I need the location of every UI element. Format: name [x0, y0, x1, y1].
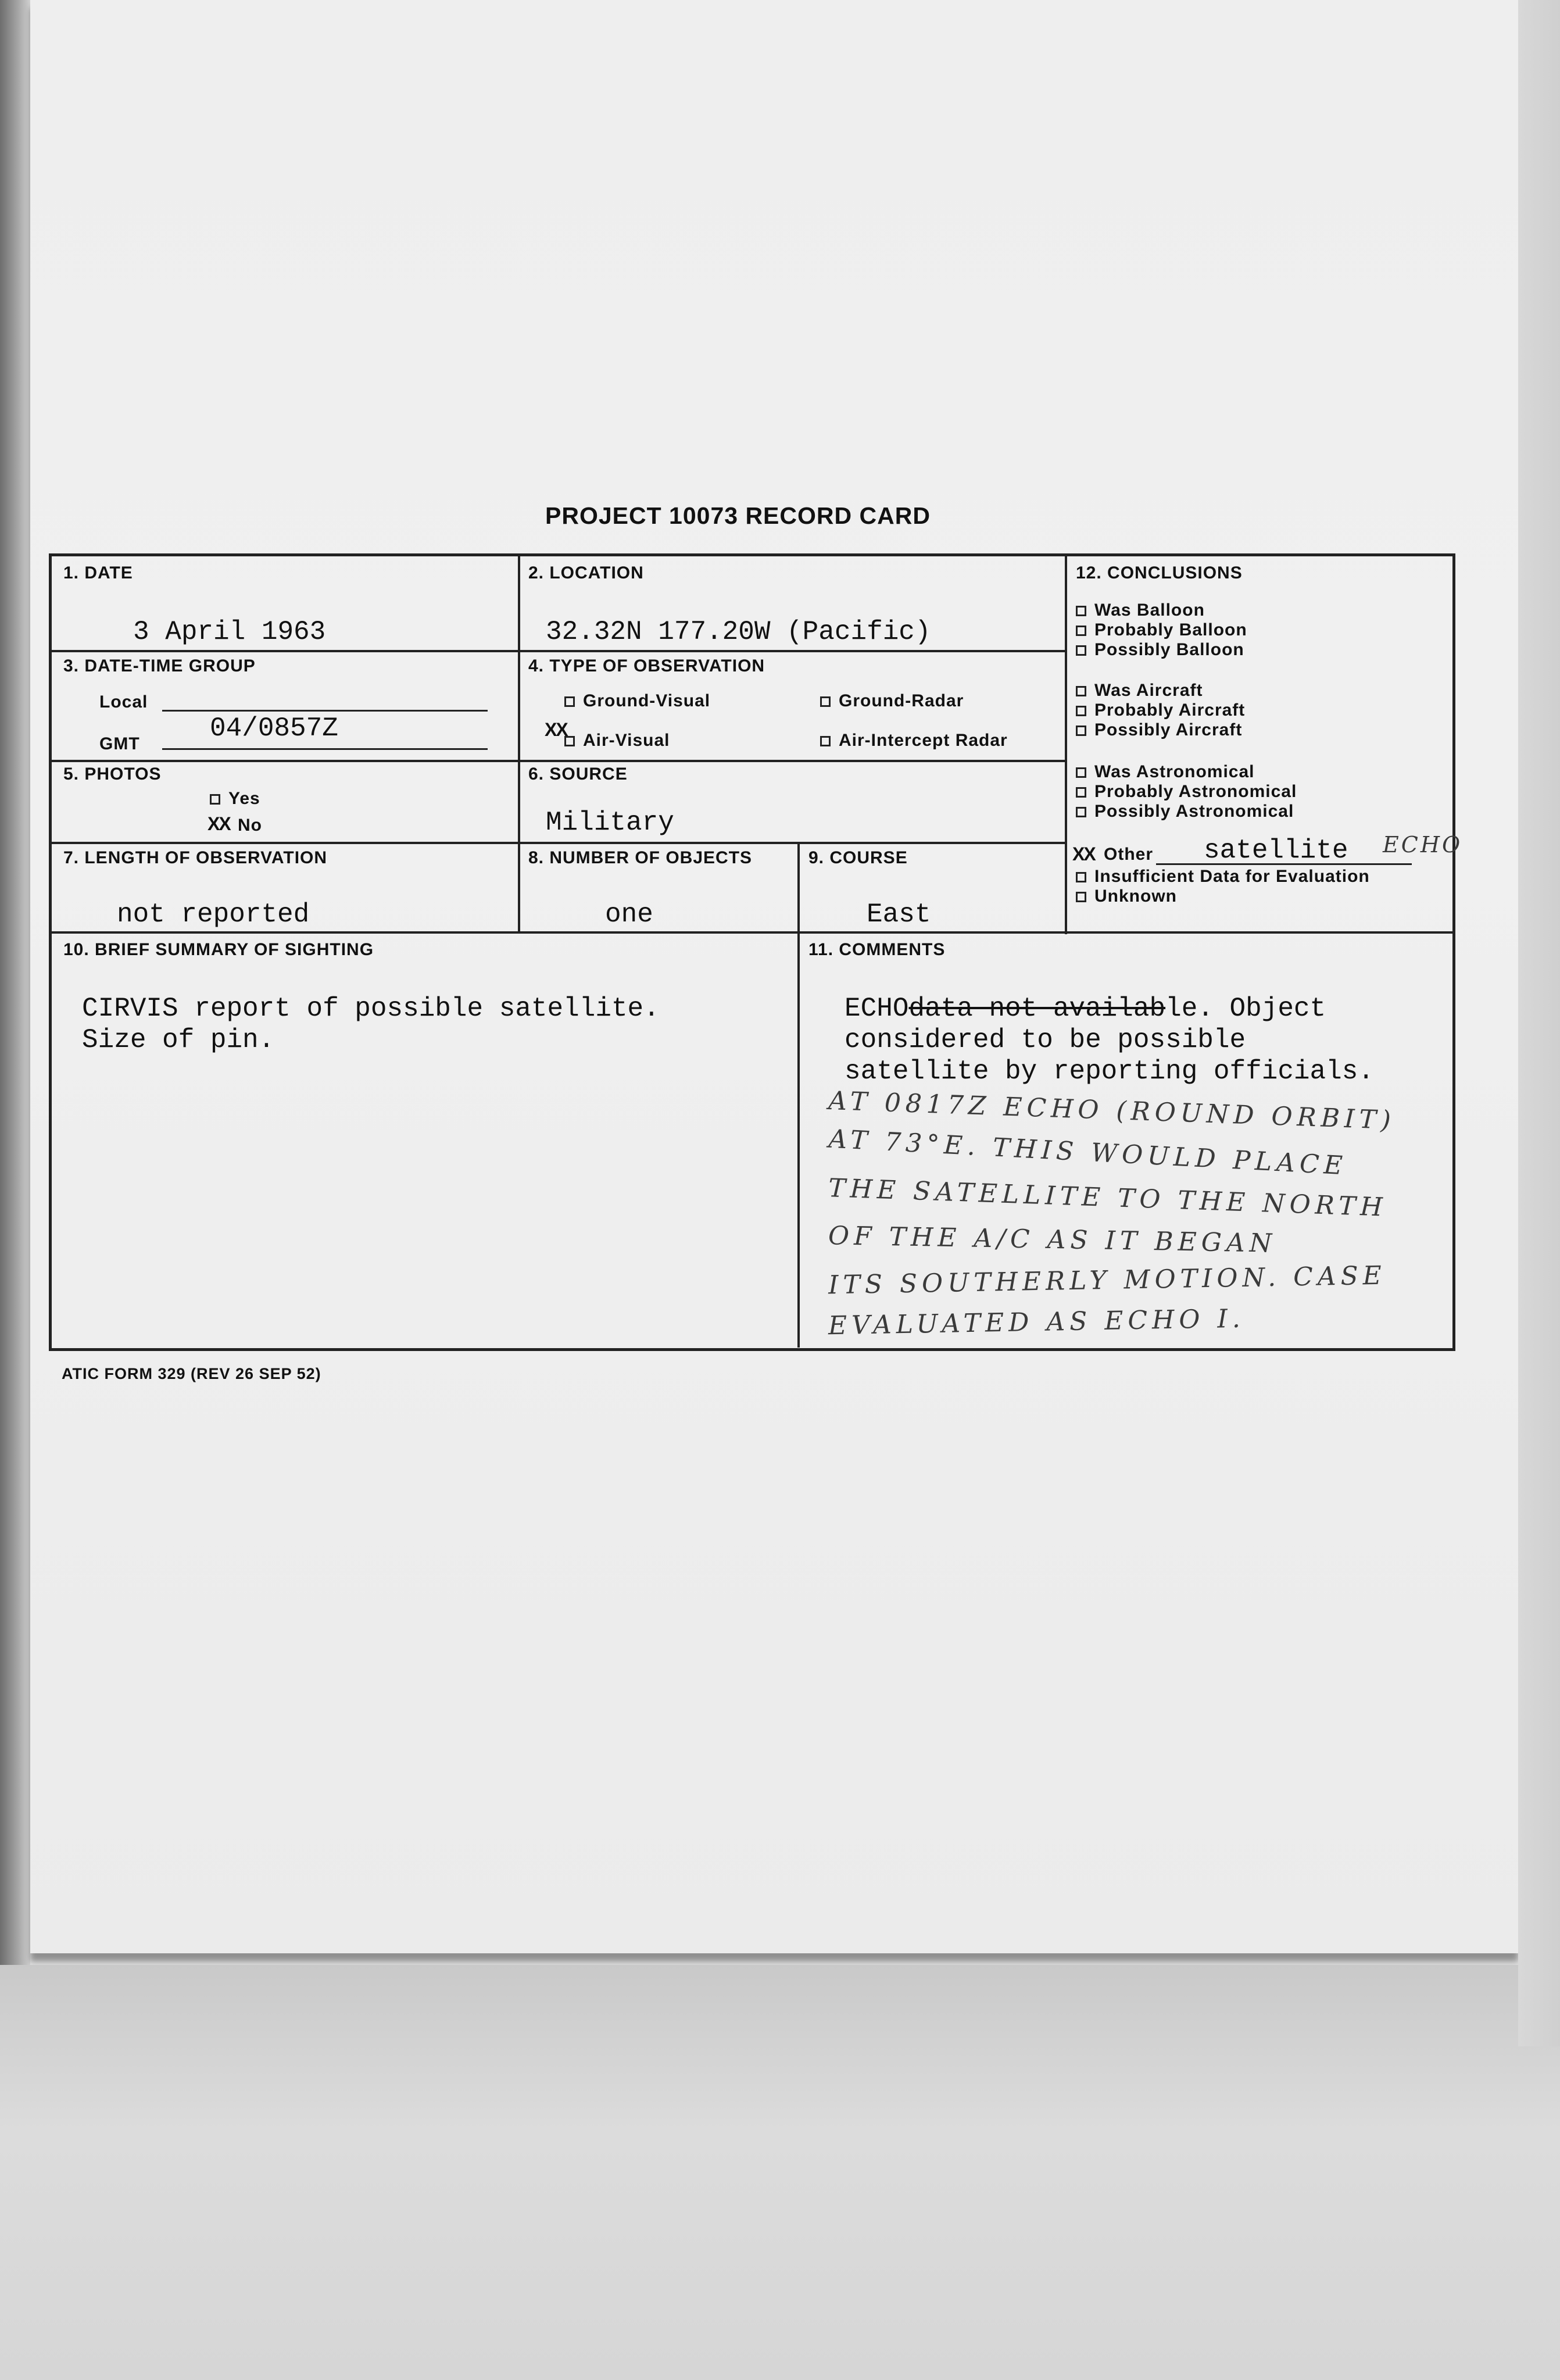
conclusion-insufficient-data: Insufficient Data for Evaluation [1076, 867, 1370, 887]
local-label: Local [99, 692, 148, 712]
checkbox [1076, 706, 1086, 716]
option-ground-visual: Ground-Visual [564, 691, 710, 711]
conclusion-was-aircraft: Was Aircraft [1076, 681, 1203, 701]
other-handwritten: ECHO [1383, 832, 1463, 857]
checkbox [1076, 872, 1086, 882]
course-value: East [867, 899, 931, 930]
location-value: 32.32N 177.20W (Pacific) [546, 617, 931, 647]
date-value: 3 April 1963 [133, 617, 326, 647]
option-photos-no: No [238, 816, 262, 835]
divider [52, 760, 1065, 762]
option-photos-yes: Yes [210, 789, 260, 809]
handwritten-line-5: ITS SOUTHERLY MOTION. CASE [828, 1260, 1387, 1300]
conclusion-was-astronomical: Was Astronomical [1076, 762, 1255, 782]
other-mark: XX [1072, 844, 1095, 864]
course-label: 9. COURSE [808, 848, 908, 867]
form-id: ATIC FORM 329 (REV 26 SEP 52) [62, 1365, 321, 1382]
local-line [162, 710, 488, 712]
conclusion-possibly-balloon: Possibly Balloon [1076, 640, 1244, 660]
checkbox [820, 736, 831, 746]
dtg-label: 3. DATE-TIME GROUP [63, 656, 256, 676]
handwritten-line-3: THE SATELLITE TO THE NORTH [828, 1173, 1388, 1223]
date-label: 1. DATE [63, 563, 133, 583]
checkbox [820, 696, 831, 707]
checkbox [1076, 626, 1086, 636]
checkbox [1076, 606, 1086, 616]
record-card [49, 553, 1463, 1351]
checkbox [1076, 767, 1086, 778]
summary-line-1: CIRVIS report of possible satellite. [82, 994, 660, 1024]
comments-line-3: satellite by reporting officials. [845, 1056, 1374, 1087]
checkbox [1076, 686, 1086, 696]
conclusion-unknown: Unknown [1076, 887, 1177, 906]
checkbox [1076, 892, 1086, 902]
conclusion-possibly-aircraft: Possibly Aircraft [1076, 720, 1242, 740]
divider [52, 650, 1065, 652]
option-air-intercept-radar: Air-Intercept Radar [820, 731, 1008, 751]
objects-label: 8. NUMBER OF OBJECTS [528, 848, 753, 867]
comments-line-1: ECHOdata not available. Object [845, 994, 1326, 1024]
other-value: satellite [1204, 835, 1348, 866]
length-label: 7. LENGTH OF OBSERVATION [63, 848, 328, 867]
divider [52, 931, 1452, 934]
source-value: Military [546, 807, 674, 838]
gmt-line [162, 748, 488, 750]
checkbox [1076, 787, 1086, 798]
checkbox [1076, 726, 1086, 736]
photos-no-mark: XX [207, 813, 230, 834]
lower-surface [0, 1965, 1560, 2380]
divider [52, 842, 1065, 844]
checkbox [564, 736, 575, 746]
summary-label: 10. BRIEF SUMMARY OF SIGHTING [63, 940, 374, 959]
conclusion-probably-balloon: Probably Balloon [1076, 620, 1247, 640]
conclusion-was-balloon: Was Balloon [1076, 601, 1205, 620]
handwritten-line-4: OF THE A/C AS IT BEGAN [828, 1221, 1277, 1259]
source-label: 6. SOURCE [528, 764, 628, 784]
gmt-label: GMT [99, 734, 140, 753]
right-shadow [1518, 0, 1560, 2046]
summary-line-2: Size of pin. [82, 1025, 275, 1055]
option-ground-radar: Ground-Radar [820, 691, 964, 711]
comments-label: 11. COMMENTS [808, 940, 946, 959]
conclusion-probably-aircraft: Probably Aircraft [1076, 701, 1245, 720]
conclusions-label: 12. CONCLUSIONS [1076, 563, 1243, 583]
objects-value: one [605, 899, 653, 930]
divider [797, 842, 800, 1348]
checkbox [1076, 807, 1086, 817]
handwritten-line-2: AT 73°E. THIS WOULD PLACE [828, 1124, 1348, 1181]
card-title: PROJECT 10073 RECORD CARD [545, 502, 931, 529]
gmt-value: 04/0857Z [210, 713, 338, 744]
photos-label: 5. PHOTOS [63, 764, 162, 784]
air-visual-mark: XX [545, 719, 567, 740]
divider [518, 556, 520, 931]
length-value: not reported [117, 899, 310, 930]
conclusion-possibly-astronomical: Possibly Astronomical [1076, 802, 1294, 821]
option-air-visual: Air-Visual [564, 731, 670, 751]
conclusion-probably-astronomical: Probably Astronomical [1076, 782, 1297, 802]
checkbox [1076, 645, 1086, 656]
checkbox [564, 696, 575, 707]
observation-label: 4. TYPE OF OBSERVATION [528, 656, 765, 676]
conclusion-other: Other [1104, 845, 1154, 864]
divider [1065, 556, 1067, 934]
handwritten-line-1: AT 0817Z ECHO (ROUND ORBIT) [828, 1085, 1396, 1136]
location-label: 2. LOCATION [528, 563, 644, 583]
comments-line-2: considered to be possible [845, 1025, 1246, 1055]
checkbox [210, 794, 220, 805]
handwritten-line-6: EVALUATED AS ECHO I. [828, 1303, 1246, 1341]
